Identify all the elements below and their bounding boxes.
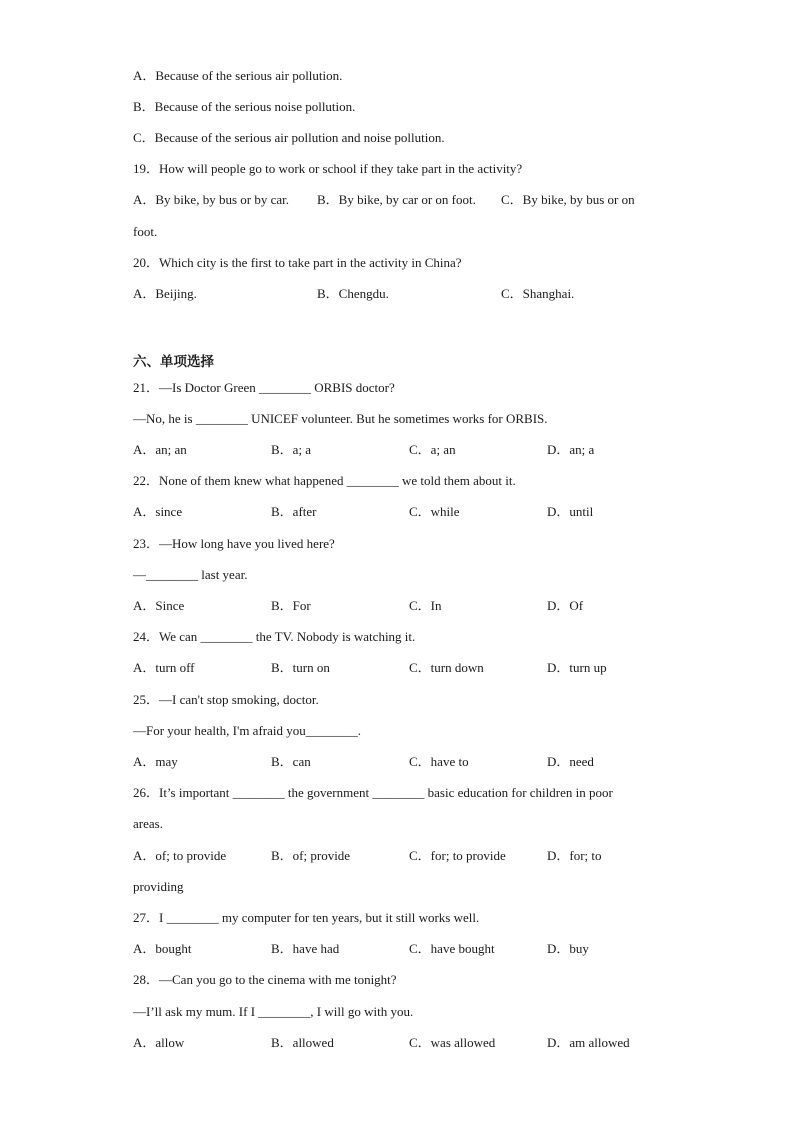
q25-option-c: C．have to [409,754,469,769]
q28-option-a: A．allow [133,1035,185,1050]
q19-stem: 19．How will people go to work or school if they take part in the activity? [133,161,523,176]
q26-option-d-cont: providing [133,879,184,894]
q25-option-d: D．need [547,754,594,769]
q20-option-b: B．Chengdu. [317,286,389,301]
q21-option-d: D．an; a [547,442,595,457]
q23-option-a: A．Since [133,598,185,613]
q18-option-a: A．Because of the serious air pollution. [133,68,343,83]
q18-option-b: B．Because of the serious noise pollution. [133,99,356,114]
q24-option-d: D．turn up [547,660,607,675]
q27-option-d: D．buy [547,941,589,956]
q23-option-b: B．For [271,598,311,613]
q27-option-a: A．bought [133,941,192,956]
q21-line-2: —No, he is ________ UNICEF volunteer. But he sometimes works for ORBIS. [133,411,548,426]
q26-option-b: B．of; provide [271,848,351,863]
q24-line-1: 24．We can ________ the TV. Nobody is watching it. [133,629,416,644]
q27-line-1: 27．I ________ my computer for ten years, but it still works well. [133,910,480,925]
q20-stem: 20．Which city is the first to take part in the activity in China? [133,255,462,270]
q25-line-2: —For your health, I'm afraid you________. [133,723,361,738]
q27-option-b: B．have had [271,941,340,956]
q28-option-d: D．am allowed [547,1035,630,1050]
q23-option-c: C．In [409,598,442,613]
q25-option-a: A．may [133,754,178,769]
q24-option-c: C．turn down [409,660,484,675]
q21-option-c: C．a; an [409,442,456,457]
q26-option-c: C．for; to provide [409,848,506,863]
q28-line-2: —I’ll ask my mum. If I ________, I will go with you. [133,1004,414,1019]
q21-line-1: 21．—Is Doctor Green ________ ORBIS doctor? [133,380,395,395]
q19-option-a: A．By bike, by bus or by car. [133,192,289,207]
q28-option-b: B．allowed [271,1035,334,1050]
q24-option-b: B．turn on [271,660,330,675]
q26-line-1: 26．It’s important ________ the government ________ basic education for children in poor [133,785,613,800]
q21-option-a: A．an; an [133,442,187,457]
q26-option-d: D．for; to [547,848,602,863]
q23-line-1: 23．—How long have you lived here? [133,536,335,551]
q26-option-a: A．of; to provide [133,848,227,863]
q25-line-1: 25．—I can't stop smoking, doctor. [133,692,319,707]
q25-option-b: B．can [271,754,311,769]
q27-option-c: C．have bought [409,941,495,956]
q19-option-b: B．By bike, by car or on foot. [317,192,476,207]
q22-option-c: C．while [409,504,460,519]
q22-line-1: 22．None of them knew what happened ________ we told them about it. [133,473,516,488]
q19-option-c: C．By bike, by bus or on [501,192,635,207]
section-heading: 六、单项选择 [133,354,214,370]
q18-option-c: C．Because of the serious air pollution and noise pollution. [133,130,445,145]
q26-line-2: areas. [133,816,163,831]
q28-line-1: 28．—Can you go to the cinema with me tonight? [133,972,397,987]
q21-option-b: B．a; a [271,442,312,457]
q19-option-c-cont: foot. [133,224,158,239]
q24-option-a: A．turn off [133,660,195,675]
q22-option-b: B．after [271,504,317,519]
q28-option-c: C．was allowed [409,1035,496,1050]
q22-option-d: D．until [547,504,594,519]
q23-option-d: D．Of [547,598,584,613]
q22-option-a: A．since [133,504,183,519]
q23-line-2: —________ last year. [133,567,248,582]
q20-option-a: A．Beijing. [133,286,197,301]
q20-option-c: C．Shanghai. [501,286,575,301]
